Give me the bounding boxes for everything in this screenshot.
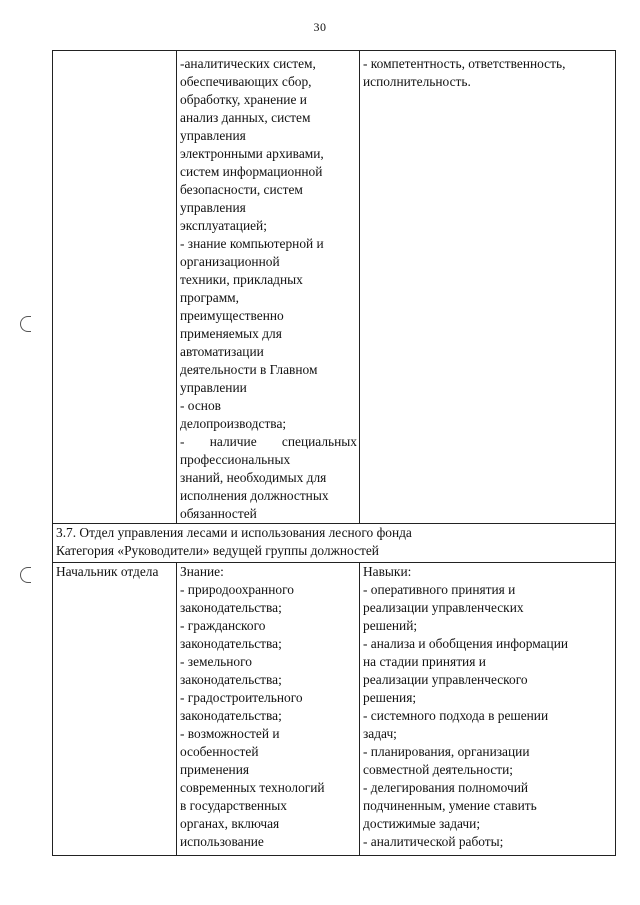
knowledge-line: современных технологий: [180, 780, 325, 795]
knowledge-line: - земельного: [180, 654, 252, 669]
knowledge-line: электронными архивами,: [180, 146, 324, 161]
section-header-row: [53, 524, 616, 563]
knowledge-line: управлении: [180, 380, 247, 395]
knowledge-line: систем информационной: [180, 164, 323, 179]
skills-line: - аналитической работы;: [363, 834, 504, 849]
knowledge-line: деятельности в Главном: [180, 362, 318, 377]
knowledge-line: законодательства;: [180, 708, 282, 723]
knowledge-line: - градостроительного: [180, 690, 303, 705]
knowledge-line: программ,: [180, 290, 239, 305]
section-category: Категория «Руководители» ведущей группы должностей: [56, 543, 379, 558]
knowledge-line: исполнения должностных: [180, 488, 329, 503]
cell-knowledge: [177, 563, 360, 856]
knowledge-line: управления: [180, 200, 246, 215]
skills-line: - планирования, организации: [363, 744, 530, 759]
knowledge-line: безопасности, систем: [180, 182, 303, 197]
margin-mark-top: [20, 316, 31, 332]
knowledge-line: применения: [180, 762, 250, 777]
knowledge-line: техники, прикладных: [180, 272, 303, 287]
knowledge-line: организационной: [180, 254, 280, 269]
skills-line: - делегирования полномочий: [363, 780, 529, 795]
skills-line: исполнительность.: [363, 74, 471, 89]
knowledge-line: в государственных: [180, 798, 287, 813]
skills-line: реализации управленческих: [363, 600, 524, 615]
knowledge-line: органах, включая: [180, 816, 280, 831]
skills-line: решения;: [363, 690, 417, 705]
section-title: 3.7. Отдел управления лесами и использования лесного фонда: [56, 525, 412, 540]
knowledge-line: особенностей: [180, 744, 259, 759]
knowledge-line: законодательства;: [180, 636, 282, 651]
knowledge-line: эксплуатацией;: [180, 218, 267, 233]
skills-line: - системного подхода в решении: [363, 708, 549, 723]
knowledge-line: анализ данных, систем: [180, 110, 311, 125]
skills-line: задач;: [363, 726, 397, 741]
knowledge-line: использование: [180, 834, 264, 849]
page-number: 30: [313, 20, 327, 34]
knowledge-line: применяемых для: [180, 326, 282, 341]
skills-line: Навыки:: [363, 564, 412, 579]
knowledge-line: законодательства;: [180, 672, 282, 687]
cell-knowledge-continued: [177, 51, 360, 524]
skills-line: подчиненным, умение ставить: [363, 798, 537, 813]
margin-mark-bottom: [20, 567, 31, 583]
knowledge-line: - гражданского: [180, 618, 266, 633]
knowledge-line: - основ: [180, 398, 221, 413]
knowledge-line: знаний, необходимых для: [180, 470, 327, 485]
knowledge-line: делопроизводства;: [180, 416, 287, 431]
knowledge-line: обеспечивающих сбор,: [180, 74, 312, 89]
cell-position-empty: [53, 51, 177, 524]
position-title: Начальник отдела: [56, 564, 159, 579]
knowledge-line: - природоохранного: [180, 582, 294, 597]
knowledge-line: Знание:: [180, 564, 224, 579]
knowledge-line: - возможностей и: [180, 726, 280, 741]
cell-skills-continued: [360, 51, 616, 524]
skills-line: на стадии принятия и: [363, 654, 486, 669]
knowledge-line: законодательства;: [180, 600, 282, 615]
section-header-cell: [53, 524, 616, 563]
cell-position: [53, 563, 177, 856]
qualification-table: [52, 50, 616, 856]
skills-line: - оперативного принятия и: [363, 582, 516, 597]
knowledge-line: -аналитических систем,: [180, 56, 316, 71]
knowledge-line: - наличие специальных: [180, 434, 357, 449]
skills-line: совместной деятельности;: [363, 762, 514, 777]
knowledge-line: преимущественно: [180, 308, 284, 323]
table-row-head-of-department: [53, 563, 616, 856]
knowledge-line: автоматизации: [180, 344, 264, 359]
skills-line: достижимые задачи;: [363, 816, 481, 831]
knowledge-line: управления: [180, 128, 246, 143]
cell-skills: [360, 563, 616, 856]
knowledge-line: обязанностей: [180, 506, 257, 521]
skills-line: решений;: [363, 618, 418, 633]
skills-line: - анализа и обобщения информации: [363, 636, 569, 651]
knowledge-line: обработку, хранение и: [180, 92, 307, 107]
knowledge-line: профессиональных: [180, 452, 291, 467]
skills-line: - компетентность, ответственность,: [363, 56, 566, 71]
knowledge-line: - знание компьютерной и: [180, 236, 324, 251]
skills-line: реализации управленческого: [363, 672, 528, 687]
table-row-continuation: [53, 51, 616, 524]
